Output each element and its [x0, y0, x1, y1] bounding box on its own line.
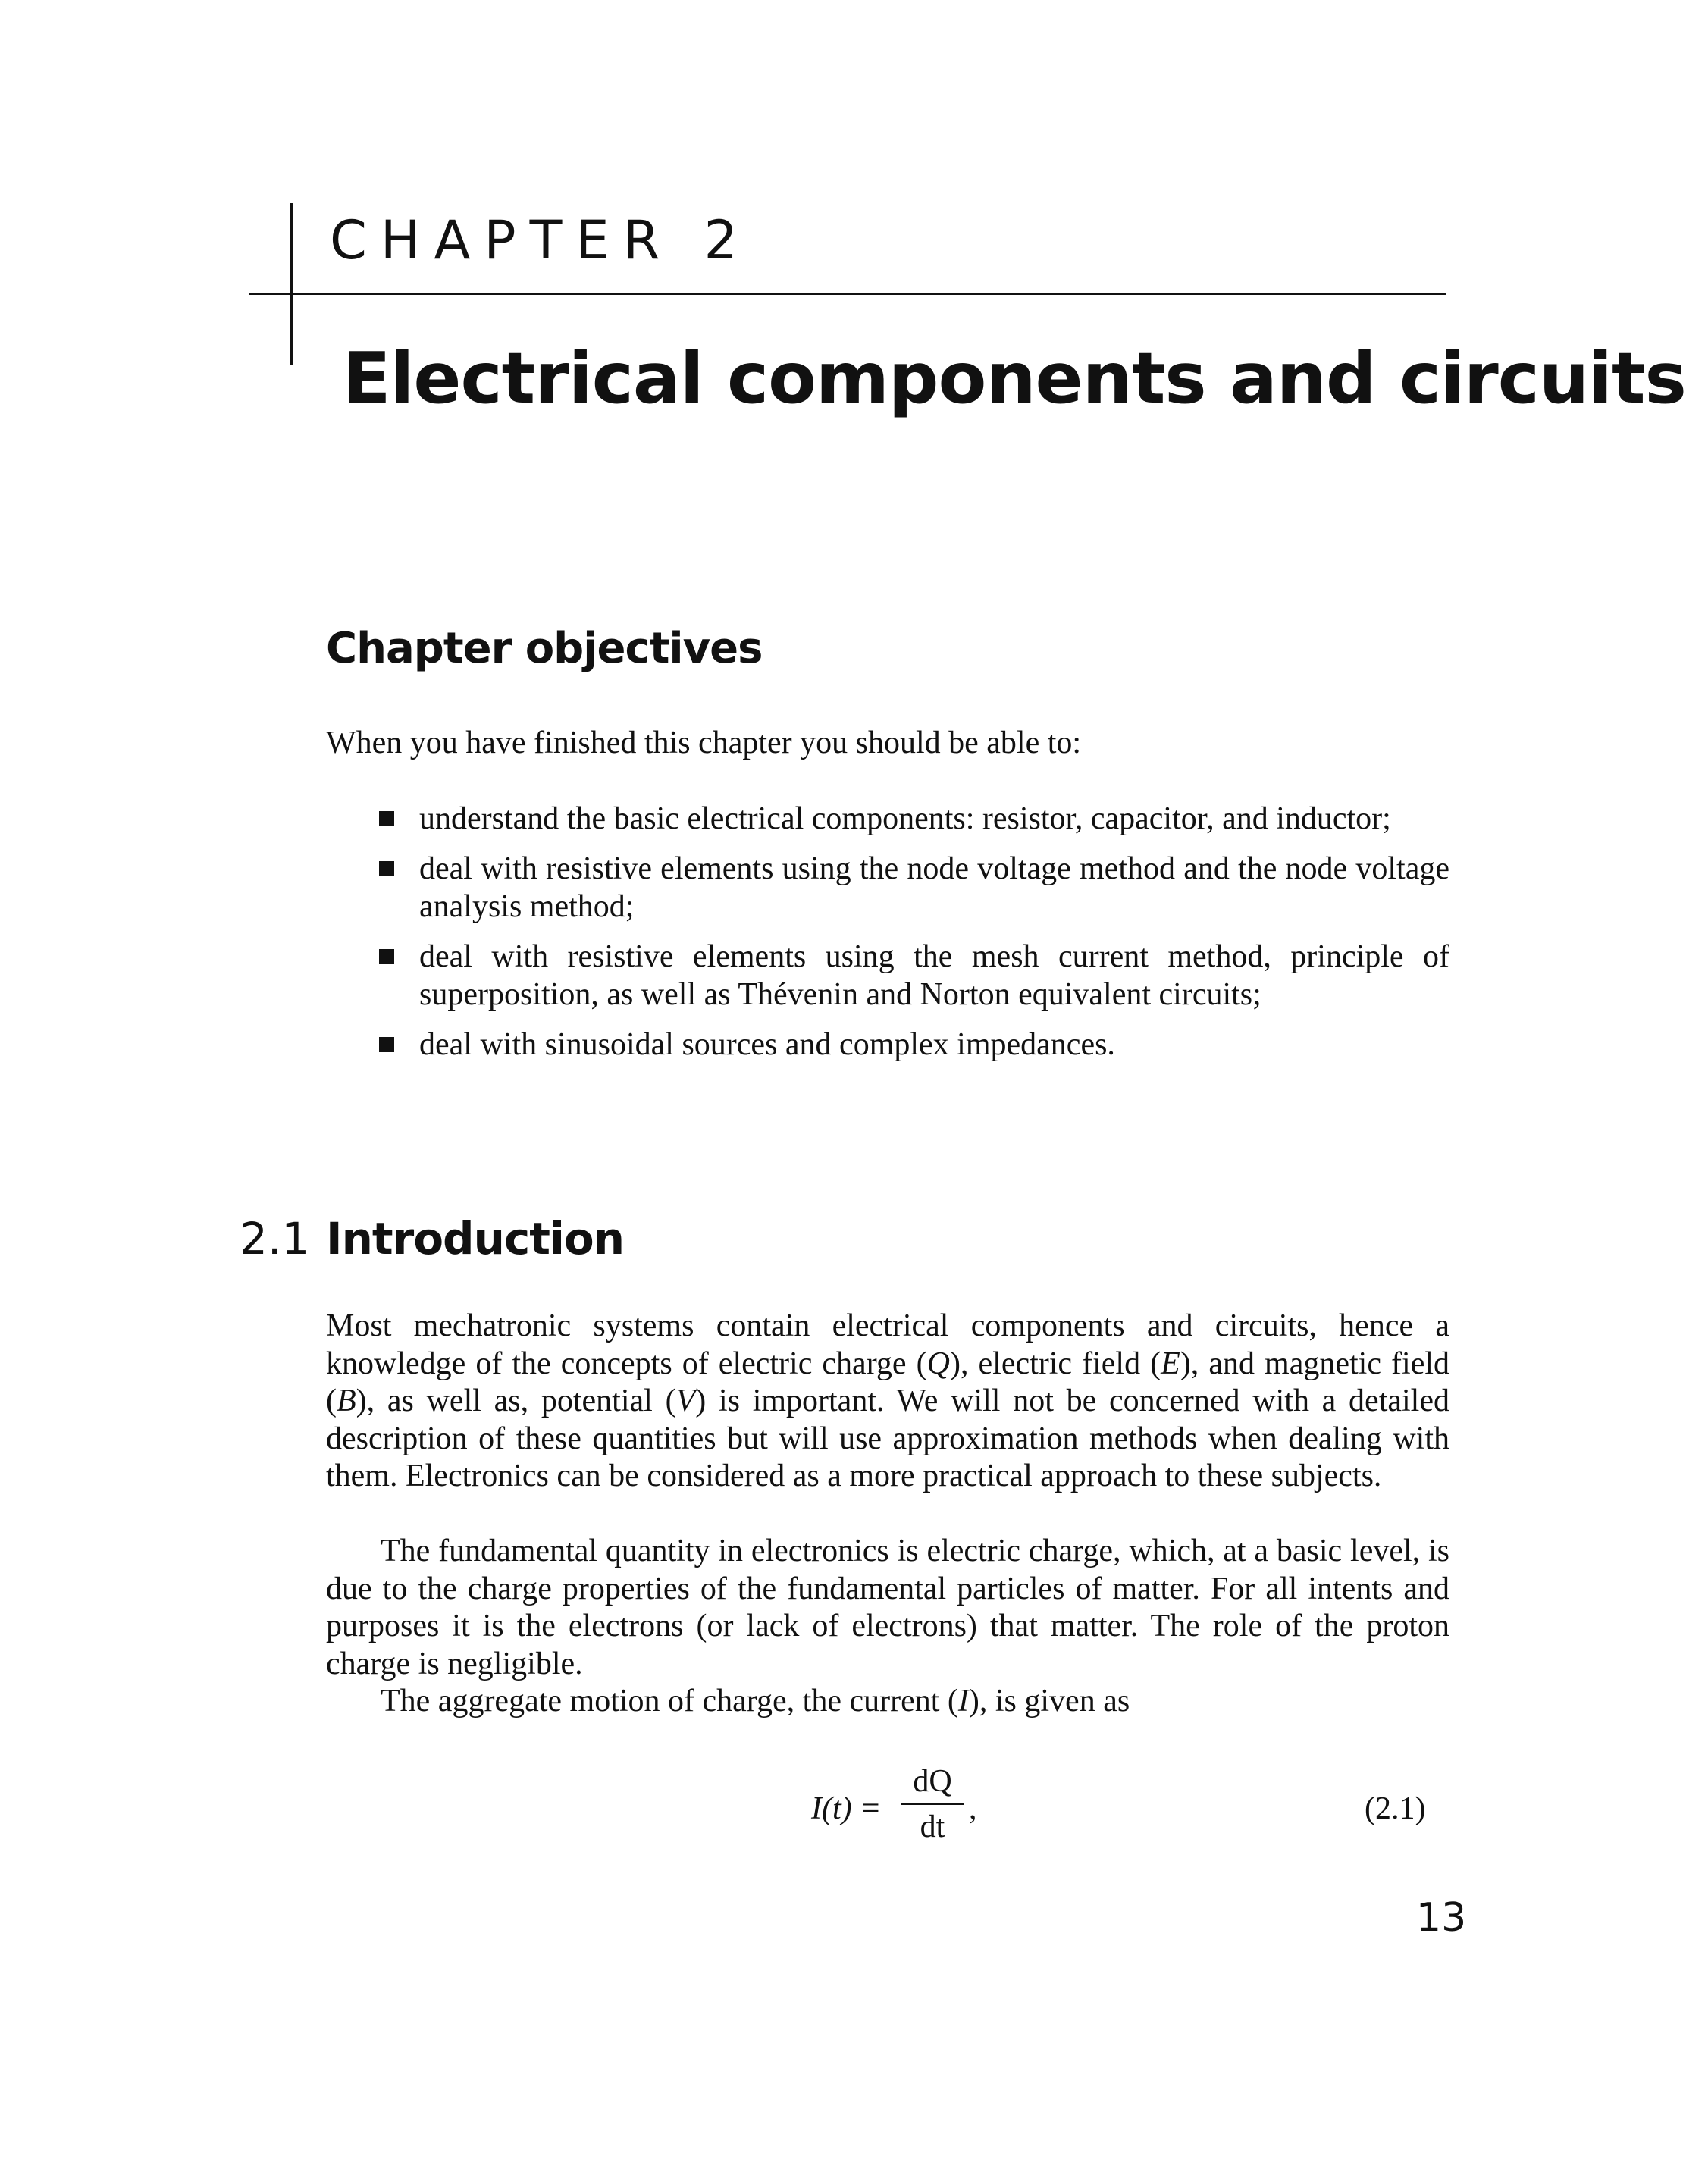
objectives-list: [379, 800, 1449, 1076]
objective-text: deal with resistive elements using the node voltage method and the node voltage analysis method;: [419, 851, 1449, 924]
equation-number: (2.1): [1365, 1791, 1426, 1826]
chapter-rule: [249, 293, 1446, 295]
equation-lhs-text: I(t) =: [811, 1791, 882, 1826]
symbol-electric-field: E: [1161, 1346, 1180, 1381]
objective-item: [379, 850, 1449, 926]
square-bullet-icon: [379, 1037, 394, 1052]
chapter-marker-vertical-top: [290, 203, 293, 294]
symbol-magnetic-field: B: [337, 1383, 356, 1418]
square-bullet-icon: [379, 949, 394, 964]
objective-text: deal with sinusoidal sources and complex impedances.: [419, 1027, 1115, 1062]
chapter-title: Electrical components and circuits: [343, 337, 1686, 419]
section-number: 2.1: [240, 1213, 310, 1264]
objectives-intro: When you have finished this chapter you should be able to:: [326, 725, 1082, 760]
chapter-label: CHAPTER 2: [330, 209, 752, 271]
symbol-potential: V: [675, 1383, 696, 1418]
square-bullet-icon: [379, 861, 394, 876]
intro-paragraph-2: The fundamental quantity in electronics is electric charge, which, at a basic level, is due to the charge properties of the fundamental particles of matter. For all intents and purposes it is the electrons (or lack of electrons) that matter. The role of the proton charge is negligible.: [326, 1534, 1449, 1681]
objective-text: understand the basic electrical components: resistor, capacitor, and inductor;: [419, 801, 1391, 836]
symbol-current: I: [957, 1684, 969, 1719]
p3-text-b: ), is given as: [968, 1684, 1130, 1719]
equation-lhs: [811, 1791, 881, 1827]
equation-comma: ,: [969, 1791, 977, 1826]
p1-text-b: ), electric field (: [949, 1346, 1161, 1381]
intro-paragraph-1: [326, 1308, 1449, 1496]
intro-paragraph-3: [326, 1683, 1449, 1721]
fraction-bar: [901, 1803, 964, 1805]
equation-denominator: dt: [920, 1810, 945, 1844]
objective-text: deal with resistive elements using the mesh current method, principle of superposition, as well as Thévenin and Norton equivalent circuits;: [419, 939, 1449, 1012]
p1-text-a: Most mechatronic systems contain electrical components and circuits, hence a knowledge of the concepts of electric charge (: [326, 1308, 1449, 1381]
p1-text-rest: ) is important. We will not be concerned with a detailed description of these quantities but will use approximation methods when dealing with them. Electronics can be considered as a more practical approach to these subjects.: [326, 1383, 1449, 1493]
square-bullet-icon: [379, 811, 394, 826]
p1-text-c: ), and magnetic field (: [326, 1346, 1450, 1418]
chapter-marker-vertical-bottom: [290, 294, 293, 365]
objectives-heading: Chapter objectives: [326, 624, 763, 673]
page-number: 13: [1416, 1895, 1467, 1941]
objective-item: [379, 938, 1449, 1014]
equation-numerator: dQ: [913, 1764, 952, 1799]
equation-fraction: [898, 1762, 967, 1846]
section-title: Introduction: [326, 1213, 624, 1264]
objective-item: [379, 1026, 1449, 1064]
p3-text-a: The aggregate motion of charge, the current (: [381, 1684, 958, 1719]
symbol-charge: Q: [926, 1346, 950, 1381]
p1-text-d: ), as well as, potential (: [356, 1383, 676, 1418]
objective-item: [379, 800, 1449, 838]
